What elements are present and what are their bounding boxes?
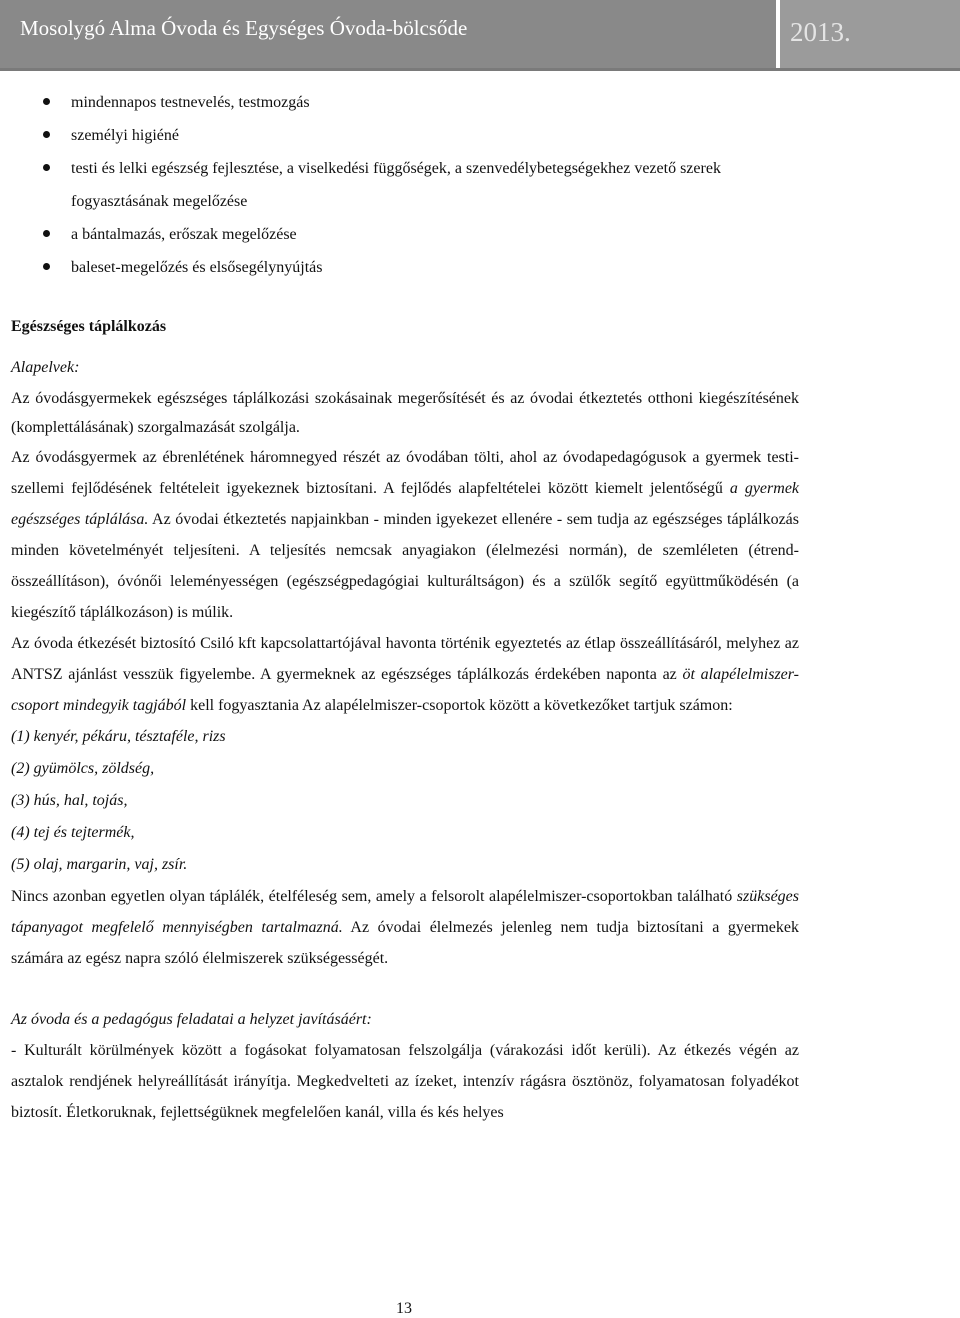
list-item: (3) hús, hal, tojás,: [11, 792, 128, 809]
list-item: mindennapos testnevelés, testmozgás: [11, 86, 799, 119]
section-heading: Egészséges táplálkozás: [11, 318, 167, 335]
bullet-icon: [43, 98, 50, 105]
header-title: Mosolygó Alma Óvoda és Egységes Óvoda-bölcsőde: [0, 0, 776, 68]
paragraph-principles: Az óvodásgyermekek egészséges táplálkozási szokásainak megerősítését és az óvodai étkeztetés otthoni kiegészítésének (komplettálásának) szorgalmazását szolgálja.: [11, 390, 799, 436]
list-item: (2) gyümölcs, zöldség,: [11, 760, 155, 777]
list-item: (4) tej és tejtermék,: [11, 824, 135, 841]
bullet-icon: [43, 164, 50, 171]
header-divider: [0, 68, 960, 71]
tasks-title: Az óvoda és a pedagógus feladatai a helyzet javításáért:: [11, 1011, 372, 1028]
bullet-icon: [43, 263, 50, 270]
bullet-icon: [43, 230, 50, 237]
list-item: testi és lelki egészség fejlesztése, a viselkedési függőségek, a szenvedélybetegségekhez vezető szerek fogyasztásának megelőzése: [11, 152, 799, 218]
food-group-list: [11, 721, 799, 881]
list-item: baleset-megelőzés és elsősegélynyújtás: [11, 251, 799, 284]
page-header: [0, 0, 960, 68]
page-number: 13: [396, 1300, 412, 1317]
list-item: a bántalmazás, erőszak megelőzése: [11, 218, 799, 251]
section-subheading: Alapelvek:: [11, 359, 80, 376]
bullet-list: [11, 86, 799, 284]
paragraph-nutrients: Nincs azonban egyetlen olyan táplálék, ételféleség sem, amely a felsorolt alapélelmiszer-csoportokban található szükséges tápanyagot megfelelő mennyiségben tartalmazná. Az óvodai élelmezés jelenleg nem tudja biztosítani a gyermekek számára az egész napra szóló élelmiszerek szükségességét.: [11, 888, 800, 967]
list-item: személyi higiéné: [11, 119, 799, 152]
paragraph-development: Az óvodásgyermek az ébrenlétének háromnegyed részét az óvodában tölti, ahol az óvodapedagógusok a gyermek testi-szellemi fejlődésének feltételeit igyekeznek biztosítani. A fejlődés alapfeltételei között kiemelt jelentőségű a gyermek egészséges táplálása. Az óvodai étkeztetés napjainkban - minden igyekezet ellenére - sem tudja az egészséges táplálkozás minden követelményét teljesíteni. A teljesítés nemcsak anyagiakon (élelmezési normán), de szemléleten (étrend-összeállításon), óvónői leleményességen (egészségpedagógiai kulturáltságon) és a szülők segítő együttműködésén (a kiegészítő táplálkozáson) is múlik.: [11, 449, 800, 621]
bullet-icon: [43, 131, 50, 138]
list-item: (5) olaj, margarin, vaj, zsír.: [11, 856, 188, 873]
paragraph-tasks: - Kulturált körülmények között a fogásokat folyamatosan felszolgálja (várakozási időt kerüli). Az étkezés végén az asztalok rendjének helyreállítását irányítja. Megkedvelteti az ízeket, intenzív rágásra ösztönöz, folyamatosan folyadékot biztosít. Életkoruknak, fejlettségüknek megfelelően kanál, villa és kés helyes: [11, 1042, 799, 1121]
list-item: (1) kenyér, pékáru, tésztaféle, rizs: [11, 728, 226, 745]
header-year: 2013.: [780, 0, 960, 68]
paragraph-catering: Az óvoda étkezését biztosító Csiló kft kapcsolattartójával havonta történik egyeztetés az étlap összeállításáról, melyhez az ANTSZ ajánlást vesszük figyelembe. A gyermeknek az egészséges táplálkozás érdekében naponta az öt alapélelmiszer-csoport mindegyik tagjából kell fogyasztania Az alapélelmiszer-csoportok között a következőket tartjuk számon:: [11, 635, 800, 714]
page-content: [11, 86, 799, 1128]
